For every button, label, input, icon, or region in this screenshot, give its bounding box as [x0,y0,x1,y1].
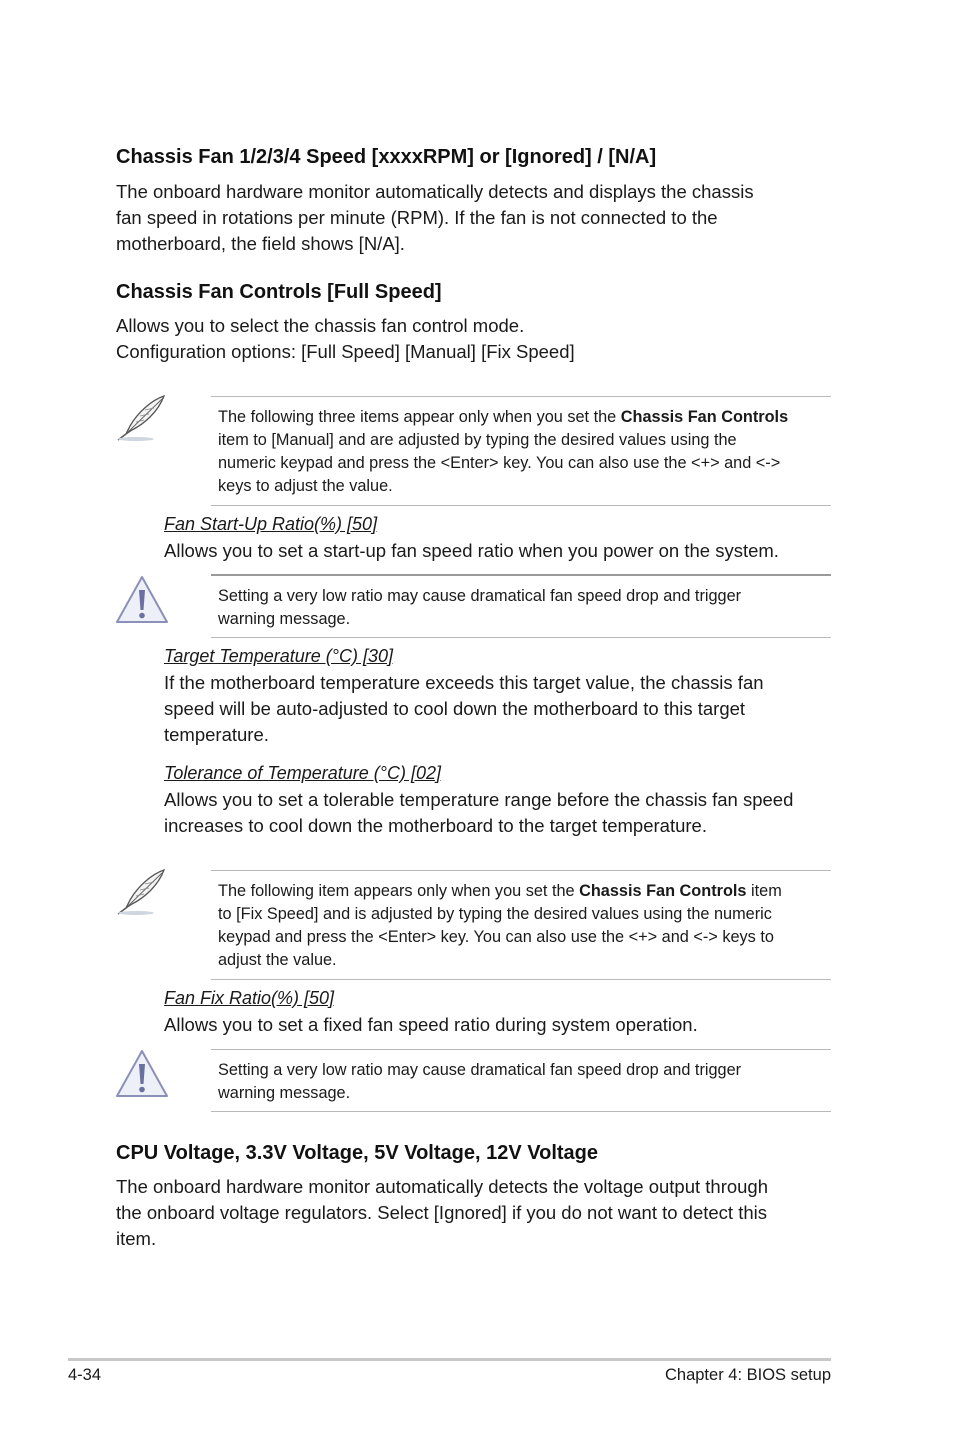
section-heading-chassis-fan-speed: Chassis Fan 1/2/3/4 Speed [xxxxRPM] or [Ignored] / [N/A] [116,146,657,168]
section-heading-voltages: CPU Voltage, 3.3V Voltage, 5V Voltage, 12V Voltage [116,1142,598,1164]
note-line: numeric keypad and press the <Enter> key. You can also use the <+> and <-> [218,454,781,472]
note-text-pre: The following item appears only when you set the [218,882,580,900]
note-line: keys to adjust the value. [218,477,393,495]
body-line: The onboard hardware monitor automatically detects and displays the chassis [116,181,754,202]
body-line: The onboard hardware monitor automatically detects the voltage output through [116,1176,769,1197]
item-title-tolerance-temperature: Tolerance of Temperature (°C) [02] [164,763,442,783]
item-body-fan-start-up-ratio [164,538,834,564]
body-line: Allows you to set a fixed fan speed ratio during system operation. [164,1014,698,1035]
body-line: temperature. [164,724,269,745]
warning-line: Setting a very low ratio may cause dramatical fan speed drop and trigger [218,587,742,605]
chapter-title: Chapter 4: BIOS setup [664,1366,831,1384]
warning-line: Setting a very low ratio may cause dramatical fan speed drop and trigger [218,1061,742,1079]
item-body-target-temperature [164,670,834,748]
note-bold-term: Chassis Fan Controls [579,882,747,900]
warning-triangle-icon [114,574,170,626]
feather-pen-icon [114,394,170,442]
note-text-post: item [746,882,782,900]
footer-divider [68,1358,831,1361]
note-line [218,880,831,903]
body-line: speed will be auto-adjusted to cool down the motherboard to this target [164,698,746,719]
item-body-tolerance-temperature [164,787,834,839]
body-line: the onboard voltage regulators. Select [Ignored] if you do not want to detect this [116,1202,767,1223]
body-line: If the motherboard temperature exceeds this target value, the chassis fan [164,672,764,693]
item-title-target-temperature: Target Temperature (°C) [30] [164,646,393,666]
item-body-fan-fix-ratio [164,1012,834,1038]
body-line: Allows you to select the chassis fan control mode. [116,315,525,336]
note-line: keypad and press the <Enter> key. You can also use the <+> and <-> keys to [218,928,774,946]
body-line: fan speed in rotations per minute (RPM). If the fan is not connected to the [116,207,718,228]
section-body-chassis-fan-speed [116,179,836,257]
body-line: Allows you to set a tolerable temperature range before the chassis fan speed [164,789,794,810]
body-line: increases to cool down the motherboard to the target temperature. [164,815,707,836]
warning-line: warning message. [218,610,351,628]
note-line: adjust the value. [218,951,337,969]
item-title-fan-start-up-ratio: Fan Start-Up Ratio(%) [50] [164,514,378,534]
page-number: 4-34 [68,1366,102,1384]
note-text-pre: The following three items appear only when you set the [218,408,621,426]
item-title-fan-fix-ratio: Fan Fix Ratio(%) [50] [164,988,335,1008]
note-box-manual [211,396,831,506]
warning-line: warning message. [218,1084,351,1102]
warning-box-start-up [211,574,831,638]
feather-pen-icon [114,868,170,916]
note-box-fix-speed [211,870,831,980]
warning-box-fix-ratio [211,1049,831,1112]
body-line: Allows you to set a start-up fan speed ratio when you power on the system. [164,540,779,561]
body-line: Configuration options: [Full Speed] [Manual] [Fix Speed] [116,341,575,362]
section-body-voltages [116,1174,836,1252]
section-heading-chassis-fan-controls: Chassis Fan Controls [Full Speed] [116,281,442,303]
note-line [218,406,831,429]
body-line: item. [116,1228,157,1249]
note-line: item to [Manual] and are adjusted by typing the desired values using the [218,431,737,449]
body-line: motherboard, the field shows [N/A]. [116,233,405,254]
note-bold-term: Chassis Fan Controls [620,408,789,426]
note-line: to [Fix Speed] and is adjusted by typing the desired values using the numeric [218,905,772,923]
warning-triangle-icon [114,1048,170,1100]
section-body-chassis-fan-controls [116,313,836,365]
